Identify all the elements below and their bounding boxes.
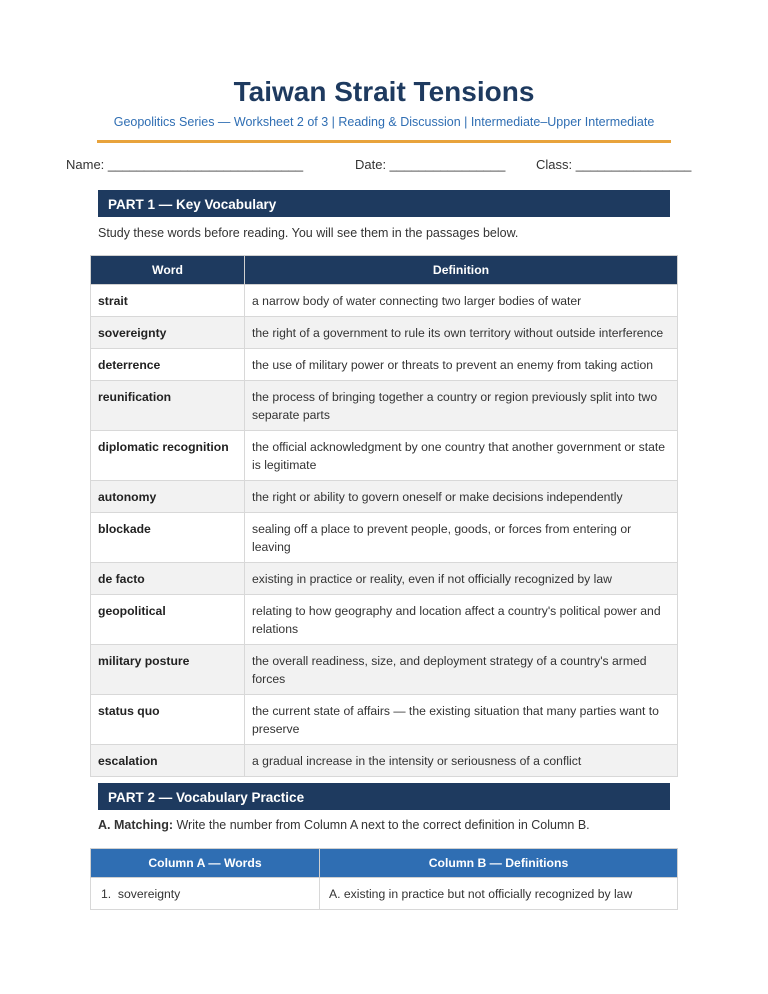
vocabulary-table-header xyxy=(91,256,678,285)
vocab-definition: the process of bringing together a country or region previously split into two separate parts xyxy=(245,381,678,431)
table-row xyxy=(91,563,678,595)
matching-table-header xyxy=(91,849,678,878)
vocab-definition: the overall readiness, size, and deployment strategy of a country's armed forces xyxy=(245,645,678,695)
column-header-a: Column A — Words xyxy=(91,849,320,878)
table-row xyxy=(91,695,678,745)
vocab-word: autonomy xyxy=(91,481,245,513)
table-row xyxy=(91,431,678,481)
vocab-word: strait xyxy=(91,285,245,317)
part1-heading: PART 1 — Key Vocabulary xyxy=(98,190,670,217)
column-header-definition: Definition xyxy=(245,256,678,285)
table-row xyxy=(91,595,678,645)
column-a-item: 1. sovereignty xyxy=(91,878,320,910)
vocab-definition: a gradual increase in the intensity or seriousness of a conflict xyxy=(245,745,678,777)
matching-instruction-text: Write the number from Column A next to the correct definition in Column B. xyxy=(173,818,590,832)
vocab-word: de facto xyxy=(91,563,245,595)
column-header-word: Word xyxy=(91,256,245,285)
vocabulary-table xyxy=(90,255,678,777)
vocab-definition: the official acknowledgment by one country that another government or state is legitimate xyxy=(245,431,678,481)
worksheet-subtitle: Geopolitics Series — Worksheet 2 of 3 | Reading & Discussion | Intermediate–Upper Intermediate xyxy=(113,115,655,129)
vocab-definition: relating to how geography and location affect a country's political power and relations xyxy=(245,595,678,645)
table-row xyxy=(91,878,678,910)
table-row xyxy=(91,317,678,349)
table-row xyxy=(91,645,678,695)
table-row xyxy=(91,381,678,431)
vocab-word: diplomatic recognition xyxy=(91,431,245,481)
vocab-word: military posture xyxy=(91,645,245,695)
vocab-word: blockade xyxy=(91,513,245,563)
vocab-word: reunification xyxy=(91,381,245,431)
table-row xyxy=(91,513,678,563)
date-field[interactable]: Date: ________________ xyxy=(355,157,506,172)
vocab-word: geopolitical xyxy=(91,595,245,645)
column-header-b: Column B — Definitions xyxy=(320,849,678,878)
vocab-definition: the use of military power or threats to prevent an enemy from taking action xyxy=(245,349,678,381)
header-divider xyxy=(97,140,671,143)
vocab-word: escalation xyxy=(91,745,245,777)
table-row xyxy=(91,285,678,317)
vocab-word: status quo xyxy=(91,695,245,745)
part1-intro: Study these words before reading. You will see them in the passages below. xyxy=(98,226,519,240)
part2-heading: PART 2 — Vocabulary Practice xyxy=(98,783,670,810)
matching-table xyxy=(90,848,678,910)
vocab-definition: a narrow body of water connecting two larger bodies of water xyxy=(245,285,678,317)
vocab-definition: the right or ability to govern oneself or make decisions independently xyxy=(245,481,678,513)
vocab-word: sovereignty xyxy=(91,317,245,349)
table-row xyxy=(91,481,678,513)
vocab-word: deterrence xyxy=(91,349,245,381)
worksheet-title: Taiwan Strait Tensions xyxy=(233,76,535,107)
name-field[interactable]: Name: ___________________________ xyxy=(66,157,304,172)
vocab-definition: the right of a government to rule its own territory without outside interference xyxy=(245,317,678,349)
vocab-definition: the current state of affairs — the existing situation that many parties want to preserve xyxy=(245,695,678,745)
matching-label: A. Matching: xyxy=(98,818,173,832)
part2-instruction xyxy=(98,818,590,832)
table-row xyxy=(91,745,678,777)
column-b-item: A. existing in practice but not officially recognized by law xyxy=(320,878,678,910)
class-field[interactable]: Class: ________________ xyxy=(536,157,692,172)
vocab-definition: sealing off a place to prevent people, goods, or forces from entering or leaving xyxy=(245,513,678,563)
table-row xyxy=(91,349,678,381)
vocab-definition: existing in practice or reality, even if not officially recognized by law xyxy=(245,563,678,595)
